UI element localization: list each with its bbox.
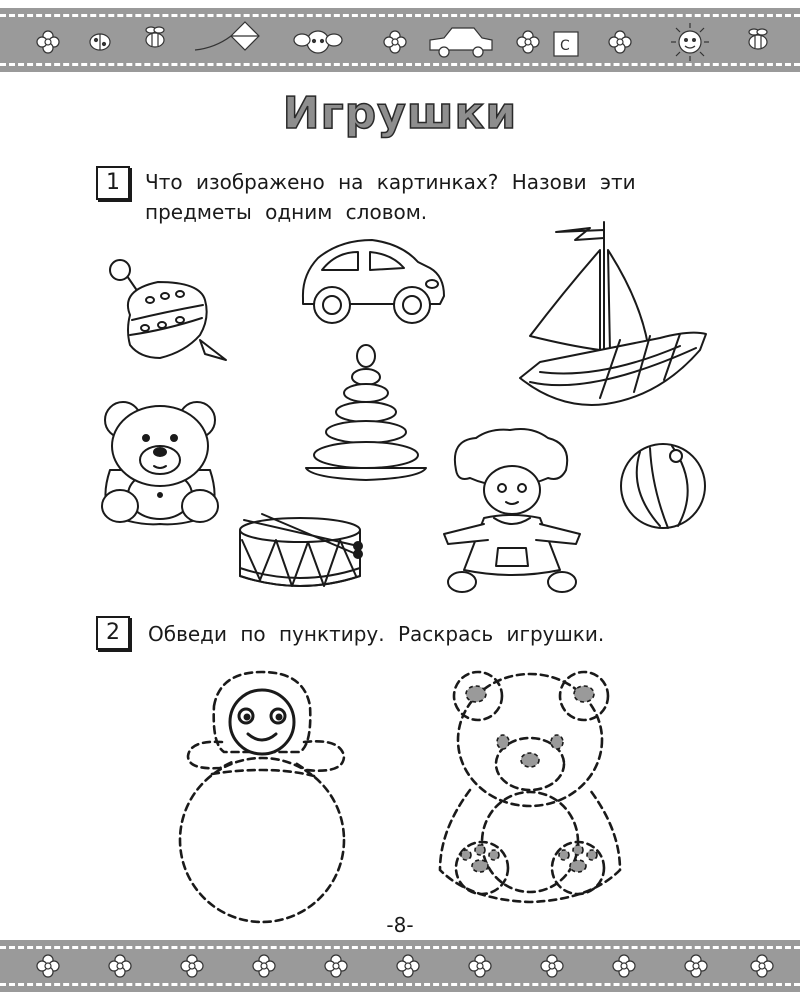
flower-icon bbox=[109, 955, 131, 977]
svg-text:С: С bbox=[560, 38, 570, 54]
flower-icon bbox=[37, 955, 59, 977]
flower-icon bbox=[325, 955, 347, 977]
flower-icon bbox=[181, 955, 203, 977]
task-text-1: Что изображено на картинках? Назови эти предметы одним словом. bbox=[145, 170, 636, 224]
flower-icon bbox=[541, 955, 563, 977]
teddy-bear-tracing bbox=[440, 672, 620, 902]
flower-icon bbox=[685, 955, 707, 977]
page-number: -8- bbox=[386, 913, 414, 937]
flower-icon bbox=[751, 955, 773, 977]
task-number-1: 1 bbox=[96, 166, 130, 200]
flower-icon bbox=[469, 955, 491, 977]
task-text-2: Обведи по пунктиру. Раскрась игрушки. bbox=[148, 622, 605, 646]
task-number-2: 2 bbox=[96, 616, 130, 650]
page-title: Игрушки bbox=[282, 88, 518, 139]
footer-band-flowers bbox=[0, 940, 800, 992]
flower-icon bbox=[397, 955, 419, 977]
flower-icon bbox=[253, 955, 275, 977]
flower-icon bbox=[613, 955, 635, 977]
footer-band bbox=[0, 940, 800, 992]
